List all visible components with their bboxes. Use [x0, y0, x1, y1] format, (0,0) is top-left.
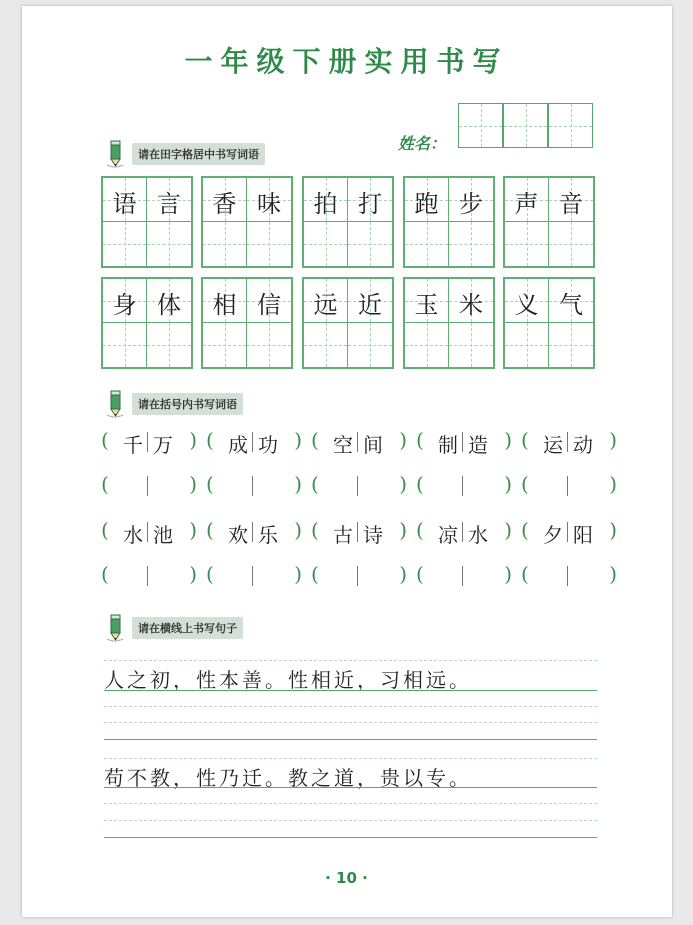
right-paren: ): [294, 472, 302, 496]
writing-line: [104, 690, 597, 691]
model-cell: [147, 178, 191, 222]
model-character: 义: [514, 291, 539, 319]
model-cell: [348, 178, 392, 222]
practice-cell[interactable]: [247, 222, 291, 266]
word-grid-box: [101, 176, 193, 268]
left-paren: (: [206, 562, 214, 586]
divider: [147, 432, 148, 452]
blank-answer[interactable]: [521, 562, 617, 590]
word-character: 古: [333, 523, 353, 547]
model-cell: [203, 178, 247, 222]
section-label: 请在田字格居中书写词语: [132, 143, 265, 165]
left-paren: (: [101, 562, 109, 586]
model-character: 米: [459, 291, 483, 319]
model-character: 打: [358, 190, 382, 218]
left-paren: (: [311, 562, 319, 586]
left-paren: (: [101, 472, 109, 496]
blank-answer[interactable]: [521, 472, 617, 500]
word-character: 功: [258, 433, 278, 457]
model-word: [206, 428, 302, 456]
model-cell: [247, 279, 291, 323]
word-grid-box: [503, 277, 595, 369]
right-paren: ): [609, 428, 617, 452]
practice-cell[interactable]: [203, 222, 247, 266]
divider: [462, 476, 463, 496]
left-paren: (: [416, 518, 424, 542]
section-header-grid: [104, 143, 265, 165]
word-character: 凉: [438, 523, 458, 547]
practice-cell[interactable]: [549, 323, 593, 367]
word-grid-box: [403, 277, 495, 369]
word-character: 万: [153, 433, 173, 457]
left-paren: (: [521, 562, 529, 586]
blank-answer[interactable]: [101, 562, 197, 590]
blank-answer[interactable]: [416, 562, 512, 590]
model-cell: [449, 279, 493, 323]
word-grid-box: [201, 176, 293, 268]
divider: [252, 566, 253, 586]
divider: [567, 432, 568, 452]
model-cell: [348, 279, 392, 323]
name-box[interactable]: [503, 103, 548, 148]
model-cell: [304, 178, 348, 222]
right-paren: ): [504, 562, 512, 586]
left-paren: (: [206, 518, 214, 542]
divider: [462, 522, 463, 542]
left-paren: (: [521, 518, 529, 542]
left-paren: (: [311, 428, 319, 452]
model-character: 语: [112, 190, 137, 218]
model-word: [521, 518, 617, 546]
word-character: 造: [468, 433, 488, 457]
word-grid-box: [302, 176, 394, 268]
model-character: 跑: [414, 190, 439, 218]
model-word: [521, 428, 617, 456]
guide-line: [104, 758, 597, 759]
model-character: 信: [257, 291, 281, 319]
practice-cell[interactable]: [103, 323, 147, 367]
practice-cell[interactable]: [203, 323, 247, 367]
sentence-1: 人之初，性本善。性相近，习相远。: [104, 668, 472, 692]
divider: [357, 432, 358, 452]
divider: [357, 566, 358, 586]
divider: [252, 522, 253, 542]
right-paren: ): [504, 428, 512, 452]
model-cell: [103, 279, 147, 323]
divider: [147, 522, 148, 542]
word-character: 欢: [228, 523, 248, 547]
pencil-icon: [104, 613, 126, 643]
word-character: 制: [438, 433, 458, 457]
right-paren: ): [294, 428, 302, 452]
word-character: 千: [123, 433, 143, 457]
word-character: 水: [123, 523, 143, 547]
model-character: 言: [157, 190, 181, 218]
right-paren: ): [294, 518, 302, 542]
divider: [252, 476, 253, 496]
word-grid-box: [302, 277, 394, 369]
practice-cell[interactable]: [405, 323, 449, 367]
right-paren: ): [504, 518, 512, 542]
right-paren: ): [189, 428, 197, 452]
right-paren: ): [609, 472, 617, 496]
model-character: 相: [212, 291, 237, 319]
left-paren: (: [206, 428, 214, 452]
model-character: 味: [257, 190, 281, 218]
section-header-parentheses: [104, 393, 243, 415]
model-word: [311, 428, 407, 456]
model-word: [206, 518, 302, 546]
divider: [462, 432, 463, 452]
blank-answer[interactable]: [101, 472, 197, 500]
word-grid-box: [201, 277, 293, 369]
word-character: 乐: [258, 523, 278, 547]
divider: [357, 522, 358, 542]
model-character: 音: [559, 190, 583, 218]
divider: [567, 522, 568, 542]
model-character: 近: [358, 291, 382, 319]
practice-cell[interactable]: [549, 222, 593, 266]
guide-line[interactable]: [104, 722, 597, 723]
divider: [147, 566, 148, 586]
practice-cell[interactable]: [304, 222, 348, 266]
word-character: 诗: [363, 523, 383, 547]
word-character: 空: [333, 433, 353, 457]
word-character: 运: [543, 433, 563, 457]
model-word: [101, 518, 197, 546]
model-character: 拍: [313, 190, 338, 218]
sentence-2: 苟不教，性乃迁。教之道，贵以专。: [104, 766, 472, 790]
word-character: 阳: [573, 523, 593, 547]
word-character: 动: [573, 433, 593, 457]
pencil-icon: [104, 139, 126, 169]
left-paren: (: [416, 472, 424, 496]
practice-cell[interactable]: [348, 323, 392, 367]
name-label: 姓名：: [398, 134, 447, 153]
model-character: 玉: [414, 291, 439, 319]
right-paren: ): [189, 562, 197, 586]
practice-cell[interactable]: [405, 222, 449, 266]
left-paren: (: [311, 472, 319, 496]
left-paren: (: [206, 472, 214, 496]
right-paren: ): [399, 562, 407, 586]
guide-line[interactable]: [104, 803, 597, 804]
right-paren: ): [399, 518, 407, 542]
right-paren: ): [609, 518, 617, 542]
model-cell: [147, 279, 191, 323]
right-paren: ): [189, 472, 197, 496]
page-number: · 10 ·: [325, 869, 368, 887]
practice-cell[interactable]: [103, 222, 147, 266]
word-character: 水: [468, 523, 488, 547]
model-character: 身: [112, 291, 137, 319]
blank-answer[interactable]: [206, 472, 302, 500]
divider: [462, 566, 463, 586]
writing-line[interactable]: [104, 739, 597, 740]
right-paren: ): [609, 562, 617, 586]
right-paren: ): [294, 562, 302, 586]
model-word: [416, 518, 512, 546]
left-paren: (: [101, 518, 109, 542]
pencil-icon: [104, 389, 126, 419]
right-paren: ): [504, 472, 512, 496]
guide-line[interactable]: [104, 820, 597, 821]
name-box[interactable]: [458, 103, 503, 148]
right-paren: ): [399, 472, 407, 496]
practice-cell[interactable]: [505, 222, 549, 266]
model-word: [101, 428, 197, 456]
left-paren: (: [416, 562, 424, 586]
guide-line[interactable]: [104, 706, 597, 707]
practice-cell[interactable]: [505, 323, 549, 367]
practice-cell[interactable]: [147, 323, 191, 367]
practice-cell[interactable]: [449, 323, 493, 367]
word-character: 间: [363, 433, 383, 457]
name-box[interactable]: [548, 103, 593, 148]
model-cell: [405, 178, 449, 222]
model-cell: [247, 178, 291, 222]
blank-answer[interactable]: [416, 472, 512, 500]
model-cell: [549, 279, 593, 323]
model-character: 香: [212, 190, 237, 218]
word-character: 成: [228, 433, 248, 457]
left-paren: (: [521, 472, 529, 496]
word-character: 夕: [543, 523, 563, 547]
section-label: 请在横线上书写句子: [132, 617, 243, 639]
model-cell: [304, 279, 348, 323]
page-title: 一年级下册实用书写: [184, 45, 509, 78]
divider: [567, 566, 568, 586]
word-grid-box: [403, 176, 495, 268]
model-cell: [203, 279, 247, 323]
practice-cell[interactable]: [247, 323, 291, 367]
model-cell: [449, 178, 493, 222]
word-grid-box: [101, 277, 193, 369]
practice-cell[interactable]: [147, 222, 191, 266]
writing-line[interactable]: [104, 837, 597, 838]
section-label: 请在括号内书写词语: [132, 393, 243, 415]
right-paren: ): [399, 428, 407, 452]
model-word: [416, 428, 512, 456]
left-paren: (: [311, 518, 319, 542]
section-header-lines: [104, 617, 243, 639]
model-character: 体: [157, 291, 181, 319]
model-character: 气: [559, 291, 583, 319]
guide-line: [104, 660, 597, 661]
model-cell: [405, 279, 449, 323]
divider: [252, 432, 253, 452]
left-paren: (: [521, 428, 529, 452]
divider: [357, 476, 358, 496]
right-paren: ): [189, 518, 197, 542]
writing-line: [104, 787, 597, 788]
practice-cell[interactable]: [449, 222, 493, 266]
blank-answer[interactable]: [311, 562, 407, 590]
model-cell: [505, 279, 549, 323]
model-character: 步: [459, 190, 483, 218]
model-word: [311, 518, 407, 546]
left-paren: (: [101, 428, 109, 452]
divider: [567, 476, 568, 496]
blank-answer[interactable]: [206, 562, 302, 590]
word-grid-box: [503, 176, 595, 268]
model-character: 声: [514, 190, 539, 218]
model-cell: [103, 178, 147, 222]
word-character: 池: [153, 523, 173, 547]
model-cell: [505, 178, 549, 222]
practice-cell[interactable]: [304, 323, 348, 367]
divider: [147, 476, 148, 496]
left-paren: (: [416, 428, 424, 452]
blank-answer[interactable]: [311, 472, 407, 500]
model-cell: [549, 178, 593, 222]
model-character: 远: [313, 291, 338, 319]
practice-cell[interactable]: [348, 222, 392, 266]
